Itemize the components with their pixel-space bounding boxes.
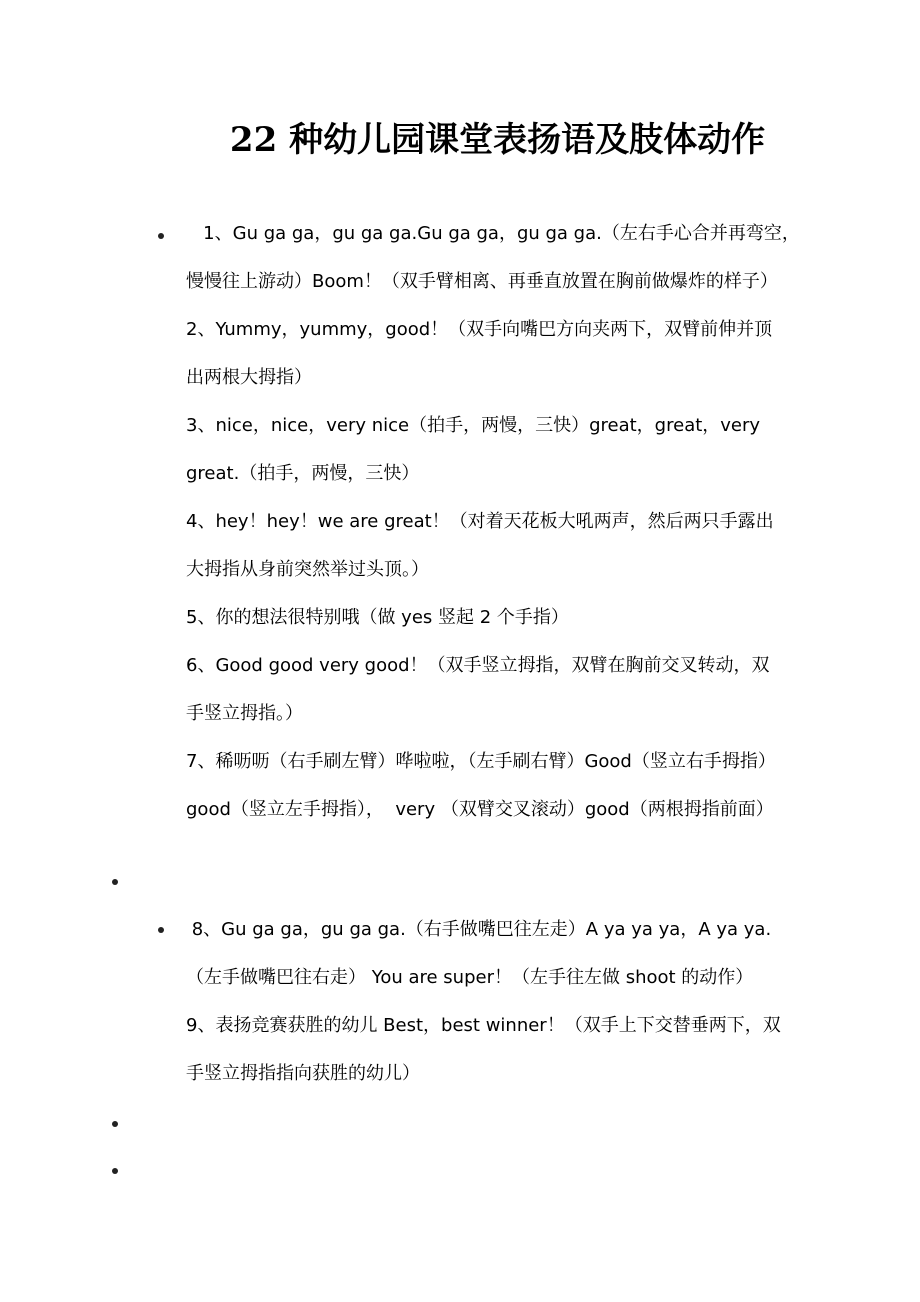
list-bullet	[158, 233, 164, 239]
text-line: 大拇指从身前突然举过头顶。）	[186, 559, 429, 580]
text-line: 8、Gu ga ga，gu ga ga.（右手做嘴巴往左走）A ya ya ya，A ya ya.	[186, 919, 772, 940]
text-line: 手竖立拇指指向获胜的幼儿）	[186, 1063, 420, 1084]
list-bullet	[112, 879, 118, 885]
text-line: 9、表扬竞赛获胜的幼儿 Best，best winner！（双手上下交替垂两下，双	[186, 1015, 781, 1036]
text-line: 慢慢往上游动）Boom！（双手臂相离、再垂直放置在胸前做爆炸的样子）	[186, 271, 778, 292]
text-line: 4、hey！hey！we are great！（对着天花板大吼两声，然后两只手露出	[186, 511, 774, 532]
text-line: （左手做嘴巴往右走） You are super！（左手往左做 shoot 的动作）	[186, 967, 754, 988]
text-line: 5、你的想法很特别哦（做 yes 竖起 2 个手指）	[186, 607, 569, 628]
text-line: 6、Good good very good！（双手竖立拇指，双臂在胸前交叉转动，双	[186, 655, 770, 676]
list-bullet	[158, 927, 164, 933]
text-line: 7、稀呖呖（右手刷左臂）哗啦啦，（左手刷右臂）Good（竖立右手拇指）	[186, 751, 776, 772]
text-line: 1、Gu ga ga，gu ga ga.Gu ga ga，gu ga ga.（左右手心合并再弯空，	[186, 223, 800, 244]
text-line: 3、nice，nice，very nice（拍手，两慢，三快）great，great，very	[186, 415, 761, 436]
praise-list-section-2	[186, 906, 781, 1098]
text-line: 手竖立拇指。）	[186, 703, 303, 724]
text-line: great.（拍手，两慢，三快）	[186, 463, 420, 484]
text-line: 2、Yummy，yummy，good！（双手向嘴巴方向夹两下，双臂前伸并顶	[186, 319, 773, 340]
page-title: 22 种幼儿园课堂表扬语及肢体动作	[229, 120, 766, 160]
text-line: good（竖立左手拇指）， very （双臂交叉滚动）good（两根拇指前面）	[186, 799, 774, 820]
text-line: 出两根大拇指）	[186, 367, 312, 388]
praise-list-section-1	[186, 210, 800, 834]
list-bullet	[112, 1121, 118, 1127]
list-bullet	[112, 1168, 118, 1174]
